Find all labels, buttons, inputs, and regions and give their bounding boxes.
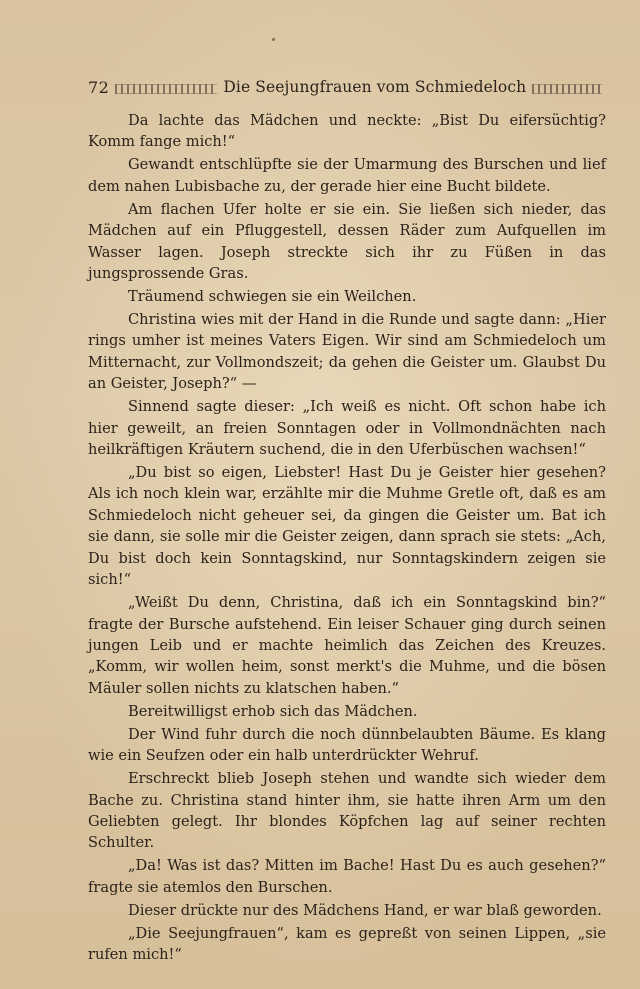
paragraph: Christina wies mit der Hand in die Runde und sagte dann: „Hier rings umher ist meines Vaters Eigen. Wir sind am Schmiedeloch um Mitternacht, zur Vollmondszeit; da gehen die Geister um. Glaubst Du an Geister, Joseph?“ —: [88, 311, 606, 393]
header-ornament-left: [115, 84, 217, 94]
paragraph: Erschreckt blieb Joseph stehen und wandte sich wieder dem Bache zu. Christina stand hinter ihm, sie hatte ihren Arm um den Geliebten gelegt. Ihr blondes Köpfchen lag auf seiner rechten Schulter.: [88, 770, 606, 852]
paragraph: „Du bist so eigen, Liebster! Hast Du je Geister hier gesehen? Als ich noch klein war, erzählte mir die Muhme Gretle oft, daß es am Schmiedeloch nicht geheuer sei, da gingen die Geister um. Bat ich sie dann, sie solle mir die Geister zeigen, dann sprach sie stets: „Ach, Du bist doch kein Sonntagskind, nur Sonntagskindern zeigen sie sich!“: [88, 464, 606, 589]
paragraph: „Da! Was ist das? Mitten im Bache! Hast Du es auch gesehen?“ fragte sie atemlos den Burschen.: [88, 857, 606, 896]
paragraph: Sinnend sagte dieser: „Ich weiß es nicht. Oft schon habe ich hier geweilt, an freien Sonntagen oder in Vollmondnächten nach heilkräftigen Kräutern suchend, die in den Uferbüschen wachsen!“: [88, 398, 606, 459]
running-title: Die Seejungfrauen vom Schmiedeloch: [223, 78, 527, 96]
paragraph: Der Wind fuhr durch die noch dünnbelaubten Bäume. Es klang wie ein Seufzen oder ein halb unterdrückter Wehruf.: [88, 725, 606, 765]
paragraph: Dieser drückte nur des Mädchens Hand, er war blaß geworden.: [128, 901, 602, 919]
page-header: [88, 76, 608, 98]
page-number: 72: [88, 77, 110, 97]
paragraph: Am flachen Ufer holte er sie ein. Sie ließen sich nieder, das Mädchen auf ein Pfluggestell, dessen Räder zum Aufquellen im Wasser lagen. Joseph streckte sich ihr zu Füßen in das jungsprossende Gras.: [88, 200, 606, 283]
paragraph: Da lachte das Mädchen und neckte: „Bist Du eifersüchtig? Komm fange mich!“: [88, 112, 606, 151]
paragraph: Träumend schwiegen sie ein Weilchen.: [128, 288, 417, 306]
body-text: [88, 110, 606, 967]
header-ornament-right: [532, 84, 602, 94]
paragraph: „Weißt Du denn, Christina, daß ich ein Sonntagskind bin?“ fragte der Bursche aufstehend. Ein leiser Schauer ging durch seinen jungen Leib und er machte heimlich das Zeichen des Kreuzes. „Komm, wir wollen heim, sonst merkt's die Muhme, und die bösen Mäuler sollen nichts zu klatschen haben.“: [88, 594, 606, 697]
ink-speck: [272, 38, 275, 41]
paragraph: Bereitwilligst erhob sich das Mädchen.: [128, 702, 418, 720]
paragraph: Gewandt entschlüpfte sie der Umarmung des Burschen und lief dem nahen Lubisbache zu, der gerade hier eine Bucht bildete.: [88, 156, 606, 195]
paragraph: „Die Seejungfrauen“, kam es gepreßt von seinen Lippen, „sie rufen mich!“: [88, 924, 606, 964]
